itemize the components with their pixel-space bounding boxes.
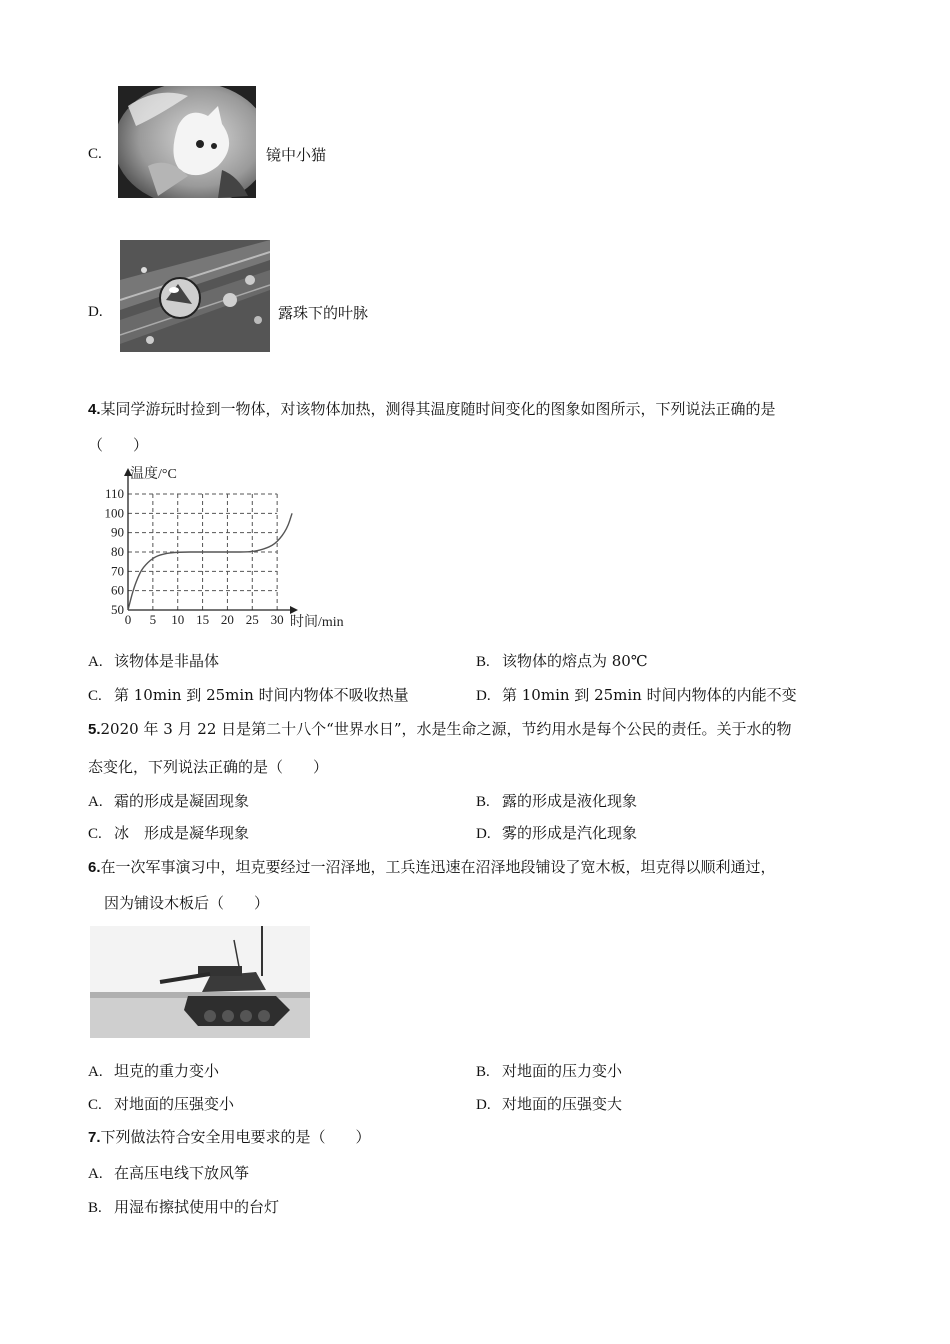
- q5-option-b[interactable]: [476, 790, 637, 811]
- q4-option-d[interactable]: [476, 684, 797, 705]
- q6-option-a[interactable]: [88, 1060, 219, 1081]
- option-text: 对地面的压强变小: [114, 1095, 235, 1113]
- option-key: C.: [88, 1097, 102, 1113]
- option-key: C.: [88, 146, 102, 162]
- dewdrop-leaf-image: [120, 240, 270, 352]
- chart-y-axis-label: 温度/°C: [130, 467, 177, 482]
- option-key: B.: [88, 1200, 102, 1216]
- question-5-stem: [88, 718, 792, 739]
- option-text: 第 10min 到 25min 时间内物体的内能不变: [502, 686, 797, 704]
- q6-option-b[interactable]: [476, 1060, 622, 1081]
- question-4-stem-line2: （ ）: [88, 436, 149, 454]
- temperature-time-chart: [90, 462, 370, 632]
- question-number: 5.: [88, 721, 101, 738]
- option-text: 霜的形成是凝固现象: [114, 792, 250, 810]
- option-key: A.: [88, 794, 103, 810]
- question-6-stem: [88, 856, 776, 877]
- question-number: 7.: [88, 1129, 101, 1146]
- option-text: 冰 形成是凝华现象: [114, 824, 250, 842]
- option-text: 对地面的压力变小: [502, 1062, 623, 1080]
- y-tick-label: 110: [104, 486, 124, 501]
- question-5-stem-line2: 态变化，下列说法正确的是（ ）: [88, 758, 329, 776]
- option-key: A.: [88, 654, 103, 670]
- question-text: 2020 年 3 月 22 日是第二十八个“世界水日”，水是生命之源，节约用水是每个公民的责任。关于水的物: [100, 720, 792, 738]
- option-key: D.: [88, 304, 103, 320]
- x-tick-label: 15: [196, 612, 210, 627]
- q5-option-c[interactable]: [88, 822, 249, 843]
- option-text: 雾的形成是汽化现象: [502, 824, 638, 842]
- option-key: B.: [476, 1064, 490, 1080]
- x-tick-label: 30: [270, 612, 284, 627]
- chart-axes: [124, 468, 298, 614]
- q5-option-d[interactable]: [476, 822, 637, 843]
- x-tick-label: 25: [245, 612, 259, 627]
- option-text: 对地面的压强变大: [502, 1095, 623, 1113]
- option-text: 露的形成是液化现象: [502, 792, 638, 810]
- option-text: 该物体是非晶体: [114, 652, 220, 670]
- question-text: 在一次军事演习中，坦克要经过一沼泽地，工兵连迅速在沼泽地段铺设了宽木板，坦克得以顺利通过，: [100, 858, 776, 876]
- y-tick-label: 50: [111, 602, 124, 617]
- x-axis-arrow: [290, 606, 298, 614]
- option-text: 用湿布擦拭使用中的台灯: [114, 1198, 280, 1216]
- question-7-stem: [88, 1126, 371, 1147]
- option-key: C.: [88, 826, 102, 842]
- q3-option-d: [88, 302, 114, 321]
- chart-svg: [90, 462, 370, 632]
- question-text: 某同学游玩时捡到一物体，对该物体加热，测得其温度随时间变化的图象如图所示，下列说法正确的是: [100, 400, 776, 418]
- question-text: 下列做法符合安全用电要求的是（ ）: [100, 1128, 371, 1146]
- y-tick-label: 80: [111, 544, 124, 559]
- q6-option-d[interactable]: [476, 1093, 622, 1114]
- option-key: A.: [88, 1166, 103, 1182]
- q4-option-a[interactable]: [88, 650, 219, 671]
- question-6-stem-line2: 因为铺设木板后（ ）: [104, 894, 270, 912]
- y-tick-label: 100: [104, 505, 124, 521]
- question-number: 6.: [88, 859, 101, 876]
- option-text: 该物体的熔点为 80℃: [502, 652, 648, 670]
- option-key: C.: [88, 688, 102, 704]
- chart-ticks: [105, 486, 284, 627]
- option-key: B.: [476, 794, 490, 810]
- option-text: 在高压电线下放风筝: [114, 1164, 250, 1182]
- chart-x-axis-label: 时间/min: [290, 615, 344, 630]
- question-4-stem: [88, 398, 776, 419]
- q4-option-c[interactable]: [88, 684, 409, 705]
- x-tick-label: 5: [149, 612, 157, 627]
- option-key: B.: [476, 654, 490, 670]
- y-tick-label: 90: [111, 524, 124, 540]
- q5-option-a[interactable]: [88, 790, 249, 811]
- option-key: D.: [476, 826, 491, 842]
- x-tick-label: 0: [124, 612, 132, 627]
- q6-option-c[interactable]: [88, 1093, 234, 1114]
- option-text: 第 10min 到 25min 时间内物体不吸收热量: [114, 686, 409, 704]
- option-text: 坦克的重力变小: [114, 1062, 220, 1080]
- x-tick-label: 10: [171, 612, 185, 627]
- dewdrop-leaf-caption: 露珠下的叶脉: [278, 304, 369, 322]
- q7-option-a[interactable]: [88, 1162, 249, 1183]
- tank-image: [90, 926, 310, 1038]
- option-key: A.: [88, 1064, 103, 1080]
- cat-in-mirror-image: [118, 86, 256, 198]
- q7-option-b[interactable]: [88, 1196, 279, 1217]
- q4-option-b[interactable]: [476, 650, 648, 671]
- cat-in-mirror-caption: 镜中小猫: [266, 146, 327, 164]
- option-key: D.: [476, 1097, 491, 1113]
- option-key: D.: [476, 688, 491, 704]
- y-tick-label: 60: [111, 582, 124, 598]
- x-tick-label: 20: [220, 612, 234, 627]
- q3-option-c: [88, 144, 114, 163]
- y-tick-label: 70: [111, 563, 124, 579]
- question-number: 4.: [88, 401, 101, 418]
